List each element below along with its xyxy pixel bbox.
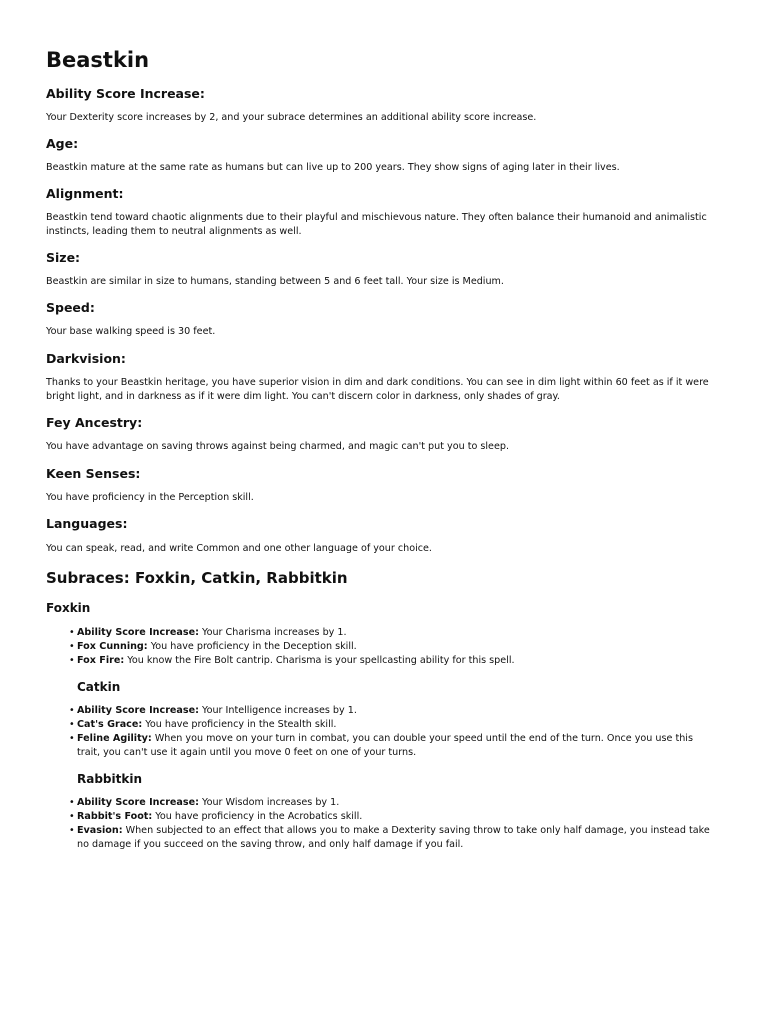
list-item bbox=[66, 810, 716, 824]
section-heading-ability-score-increase: Ability Score Increase: bbox=[46, 86, 205, 101]
page-title: Beastkin bbox=[46, 48, 150, 72]
section-heading-alignment: Alignment: bbox=[46, 186, 124, 201]
subrace-trait-list-rabbitkin bbox=[66, 796, 716, 852]
section-text-languages: You can speak, read, and write Common and one other language of your choice. bbox=[46, 543, 432, 554]
bullet-icon: • bbox=[69, 655, 75, 666]
section-heading-size: Size: bbox=[46, 250, 81, 265]
list-item bbox=[66, 718, 716, 732]
trait-name: Rabbit's Foot: bbox=[77, 811, 153, 822]
section-text-keen-senses: You have proficiency in the Perception skill. bbox=[46, 492, 254, 503]
list-item bbox=[66, 704, 716, 718]
bullet-icon: • bbox=[69, 733, 75, 744]
bullet-icon: • bbox=[69, 719, 75, 730]
section-heading-speed: Speed: bbox=[46, 300, 95, 315]
trait-name: Fox Fire: bbox=[77, 655, 125, 666]
section-heading-darkvision: Darkvision: bbox=[46, 351, 126, 366]
bullet-icon: • bbox=[69, 641, 75, 652]
trait-text: Your Charisma increases by 1. bbox=[198, 627, 347, 638]
trait-name: Cat's Grace: bbox=[77, 719, 143, 730]
trait-name: Ability Score Increase: bbox=[77, 705, 199, 716]
section-text-ability-score-increase: Your Dexterity score increases by 2, and your subrace determines an additional ability score increase. bbox=[46, 112, 537, 123]
section-text-speed: Your base walking speed is 30 feet. bbox=[46, 326, 216, 337]
subraces-heading: Subraces: Foxkin, Catkin, Rabbitkin bbox=[46, 569, 348, 587]
section-text-alignment: Beastkin tend toward chaotic alignments due to their playful and mischievous nature. They often balance their humanoid and animalistic instincts, leading them to neutral alignments as well. bbox=[46, 212, 707, 237]
list-item bbox=[66, 626, 716, 640]
subrace-trait-list-foxkin bbox=[66, 626, 716, 668]
trait-name: Ability Score Increase: bbox=[77, 627, 199, 638]
trait-text: You have proficiency in the Acrobatics skill. bbox=[152, 811, 363, 822]
subrace-heading-foxkin: Foxkin bbox=[46, 601, 91, 615]
section-text-size: Beastkin are similar in size to humans, standing between 5 and 6 feet tall. Your size is Medium. bbox=[46, 276, 504, 287]
trait-text: You have proficiency in the Deception skill. bbox=[147, 641, 357, 652]
section-heading-age: Age: bbox=[46, 136, 79, 151]
trait-name: Fox Cunning: bbox=[77, 641, 148, 652]
section-heading-languages: Languages: bbox=[46, 516, 128, 531]
bullet-icon: • bbox=[69, 811, 75, 822]
bullet-icon: • bbox=[69, 825, 75, 836]
subrace-heading-rabbitkin: Rabbitkin bbox=[77, 772, 143, 786]
trait-name: Evasion: bbox=[77, 825, 123, 836]
trait-text: You have proficiency in the Stealth skill. bbox=[142, 719, 337, 730]
list-item bbox=[66, 824, 716, 852]
trait-name: Feline Agility: bbox=[77, 733, 152, 744]
list-item bbox=[66, 732, 716, 760]
list-item bbox=[66, 654, 716, 668]
list-item bbox=[66, 640, 716, 654]
trait-text: You know the Fire Bolt cantrip. Charisma is your spellcasting ability for this spell. bbox=[124, 655, 515, 666]
trait-text: When subjected to an effect that allows you to make a Dexterity saving throw to take only half damage, you instead take no damage if you succeed on the saving throw, and only half damage if you fail. bbox=[77, 825, 710, 850]
bullet-icon: • bbox=[69, 705, 75, 716]
bullet-icon: • bbox=[69, 797, 75, 808]
bullet-icon: • bbox=[69, 627, 75, 638]
trait-text: Your Wisdom increases by 1. bbox=[198, 797, 340, 808]
subrace-trait-list-catkin bbox=[66, 704, 716, 760]
section-heading-keen-senses: Keen Senses: bbox=[46, 466, 141, 481]
trait-text: Your Intelligence increases by 1. bbox=[198, 705, 357, 716]
list-item bbox=[66, 796, 716, 810]
section-text-darkvision: Thanks to your Beastkin heritage, you have superior vision in dim and dark conditions. You can see in dim light within 60 feet as if it were bright light, and in darkness as if it were dim light. You can't discern color in darkness, only shades of gray. bbox=[46, 377, 709, 402]
section-text-age: Beastkin mature at the same rate as humans but can live up to 200 years. They show signs of aging later in their lives. bbox=[46, 162, 620, 173]
section-text-fey-ancestry: You have advantage on saving throws against being charmed, and magic can't put you to sleep. bbox=[46, 441, 510, 452]
section-heading-fey-ancestry: Fey Ancestry: bbox=[46, 415, 143, 430]
trait-name: Ability Score Increase: bbox=[77, 797, 199, 808]
subrace-heading-catkin: Catkin bbox=[77, 680, 121, 694]
trait-text: When you move on your turn in combat, you can double your speed until the end of the turn. Once you use this trait, you can't use it again until you move 0 feet on one of your turns. bbox=[77, 733, 693, 758]
